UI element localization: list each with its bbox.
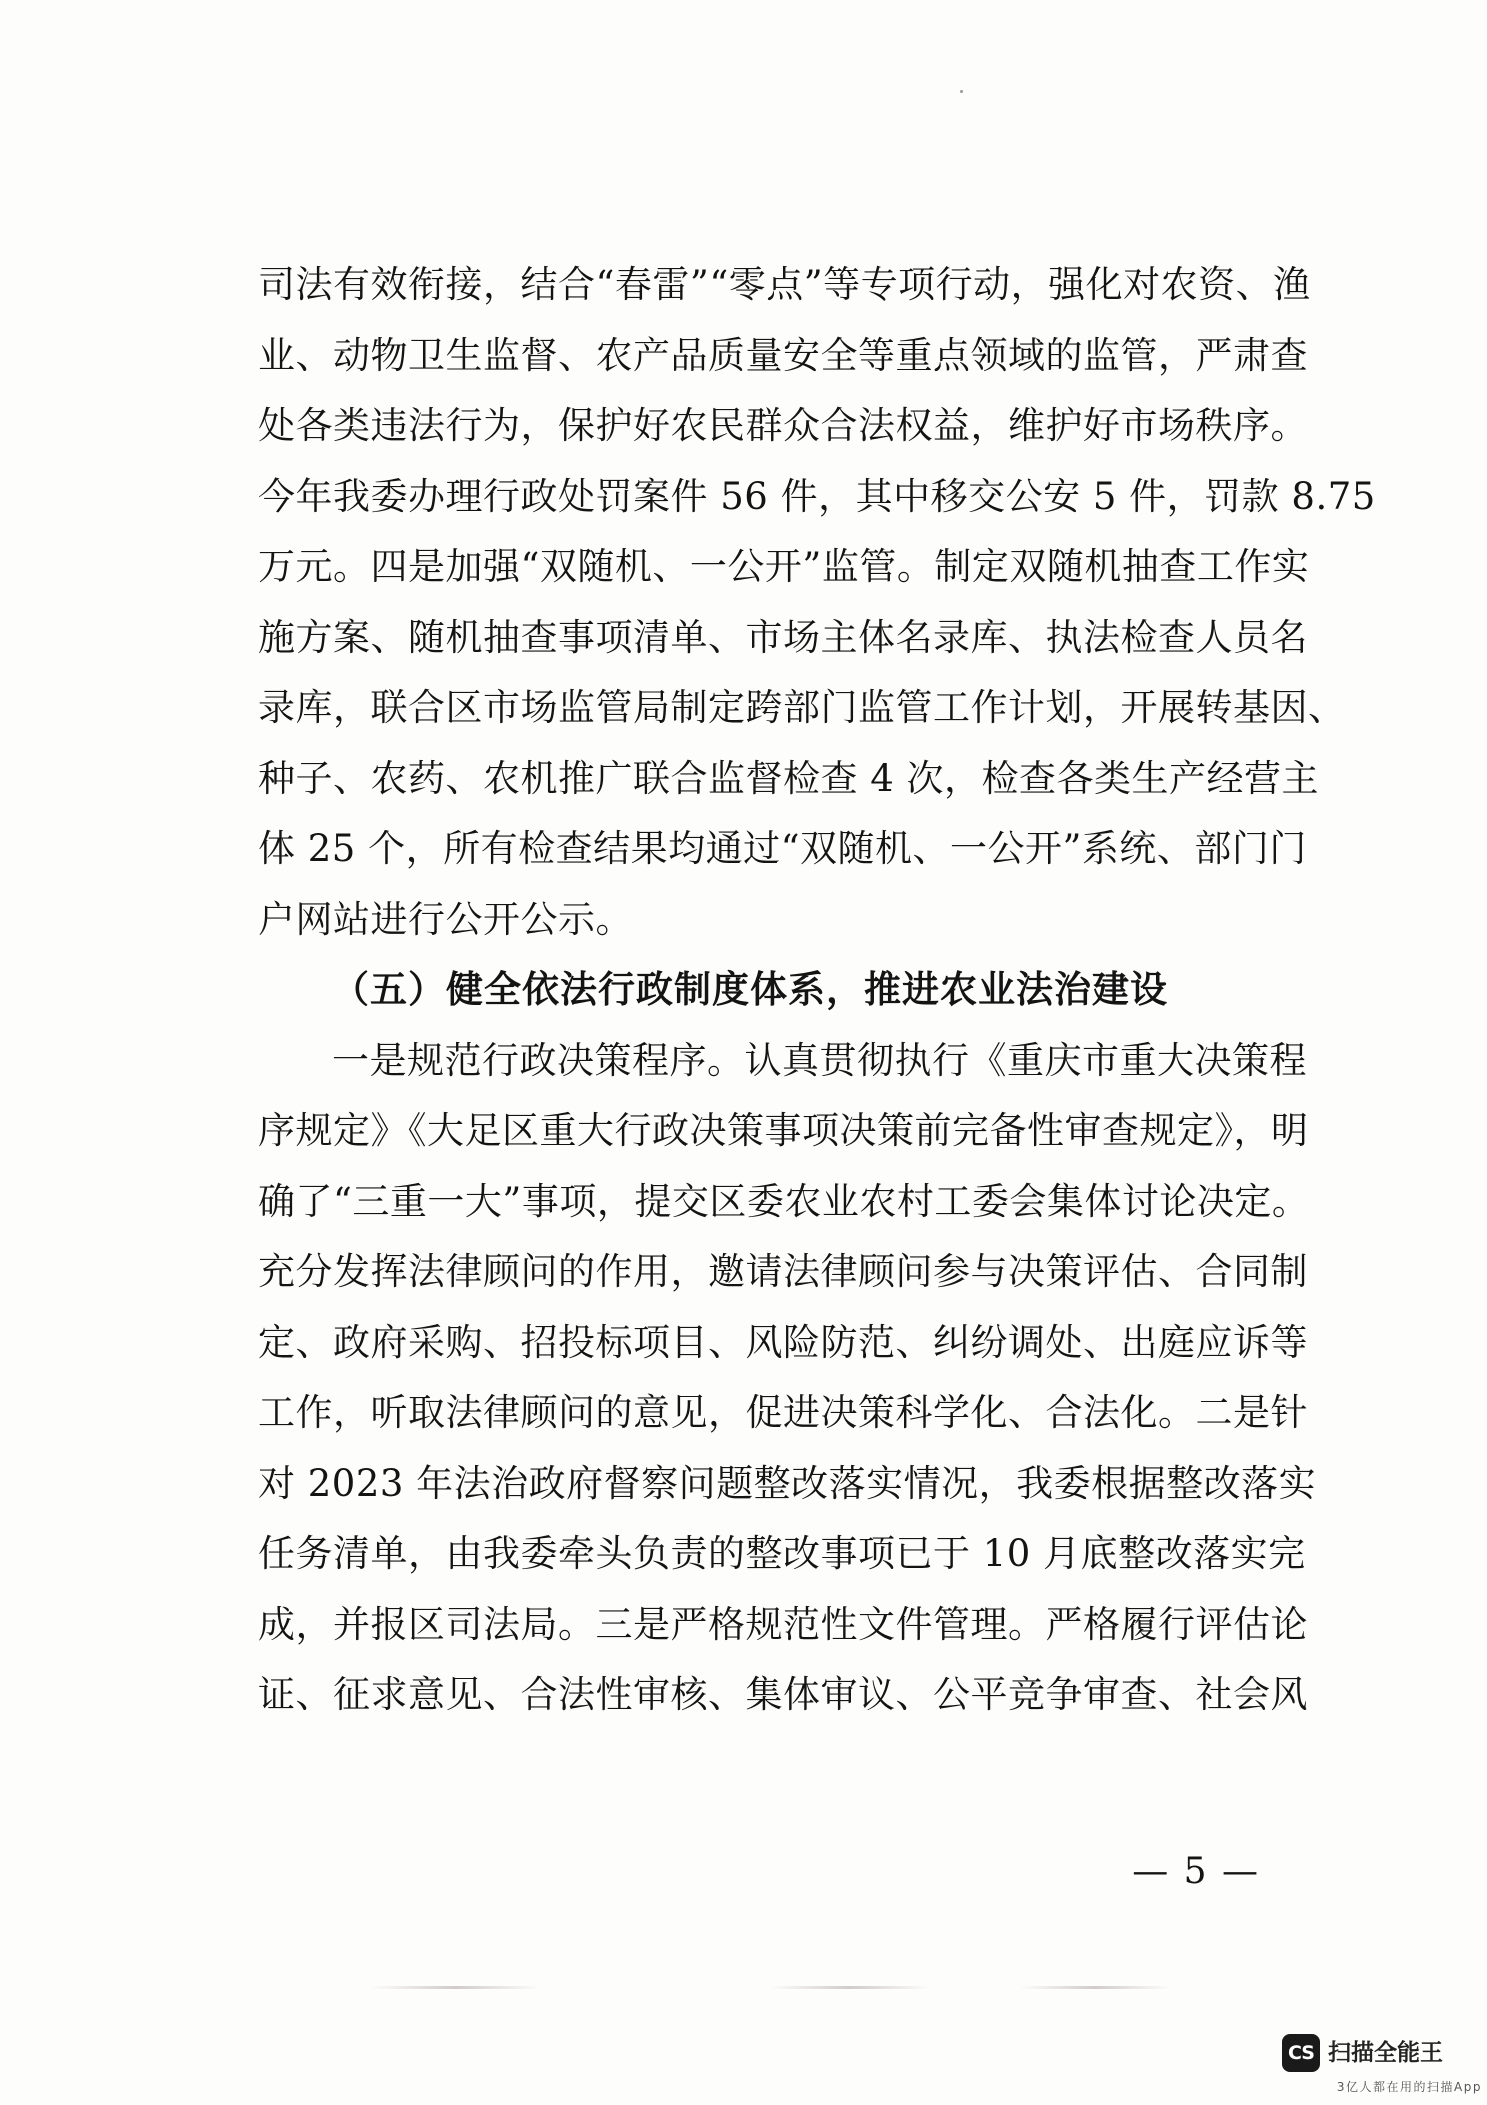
paragraph-line: 定、政府采购、招投标项目、风险防范、纠纷调处、出庭应诉等: [258, 1320, 1308, 1364]
paragraph-line: 业、动物卫生监督、农产品质量安全等重点领域的监管，严肃查: [258, 333, 1308, 377]
scanner-watermark: [1282, 2034, 1482, 2100]
paragraph-line: 证、征求意见、合法性审核、集体审议、公平竞争审查、社会风: [258, 1673, 1308, 1716]
page-number: — 5 —: [1132, 1851, 1260, 1892]
camscanner-logo-icon: CS: [1282, 2034, 1320, 2072]
scan-artifact: [770, 1986, 930, 1989]
paragraph-line: 录库，联合区市场监管局制定跨部门监管工作计划，开展转基因、: [258, 686, 1346, 729]
scan-artifact: [370, 1986, 540, 1989]
paragraph-line: 种子、农药、农机推广联合监督检查 4 次，检查各类生产经营主: [258, 756, 1320, 800]
paragraph-line: 确了“三重一大”事项，提交区委农业农村工委会集体讨论决定。: [258, 1179, 1310, 1223]
paragraph-line: 施方案、随机抽查事项清单、市场主体名录库、执法检查人员名: [258, 615, 1308, 659]
paragraph-line: 处各类违法行为，保护好农民群众合法权益，维护好市场秩序。: [258, 404, 1308, 447]
paragraph-line: 序规定》《大足区重大行政决策事项决策前完备性审查规定》，明: [258, 1109, 1309, 1152]
scan-speck: [960, 90, 963, 93]
paragraph-line: 万元。四是加强“双随机、一公开”监管。制定双随机抽查工作实: [258, 545, 1310, 588]
paragraph-line: 司法有效衔接，结合“春雷”“零点”等专项行动，强化对农资、渔: [258, 263, 1311, 306]
watermark-tagline: 3亿人都在用的扫描App: [1336, 2080, 1482, 2094]
scan-artifact: [1020, 1986, 1170, 1989]
paragraph-line: 今年我委办理行政处罚案件 56 件，其中移交公安 5 件，罚款 8.75: [258, 474, 1376, 518]
paragraph-line: 成，并报区司法局。三是严格规范性文件管理。严格履行评估论: [258, 1602, 1308, 1646]
paragraph-line: 对 2023 年法治政府督察问题整改落实情况，我委根据整改落实: [258, 1461, 1317, 1505]
paragraph-line: 户网站进行公开公示。: [258, 897, 633, 941]
paragraph-line: 体 25 个，所有检查结果均通过“双随机、一公开”系统、部门门: [258, 827, 1307, 870]
paragraph-line: 一是规范行政决策程序。认真贯彻执行《重庆市重大决策程: [332, 1038, 1307, 1082]
paragraph-line: 充分发挥法律顾问的作用，邀请法律顾问参与决策评估、合同制: [258, 1250, 1308, 1293]
body-text: [258, 250, 1376, 1731]
paragraph-line: 工作，听取法律顾问的意见，促进决策科学化、合法化。二是针: [258, 1391, 1308, 1434]
paragraph-line: 任务清单，由我委牵头负责的整改事项已于 10 月底整改落实完: [258, 1532, 1306, 1575]
watermark-app-name: 扫描全能王: [1328, 2040, 1443, 2066]
section-heading: （五）健全依法行政制度体系，推进农业法治建设: [332, 968, 1168, 1011]
